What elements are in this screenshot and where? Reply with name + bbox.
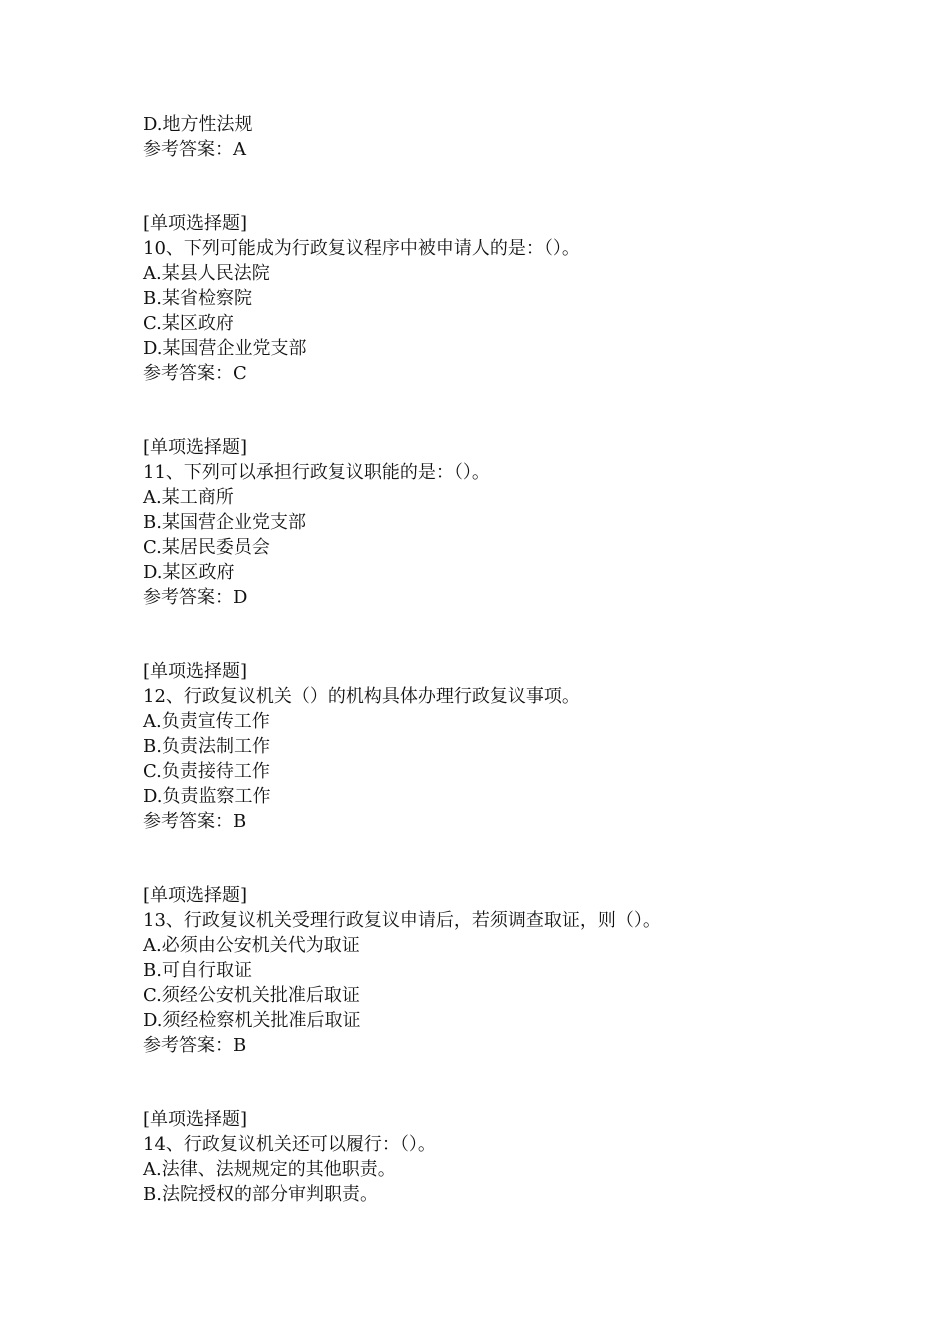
option-text: C.某区政府 [143,313,234,334]
option-text: D.须经检察机关批准后取证 [143,1010,361,1031]
option-text: D.某国营企业党支部 [143,338,307,359]
answer-text: 参考答案：B [143,1035,247,1056]
question-block [143,211,903,386]
option-text: A.必须由公安机关代为取证 [143,935,360,956]
option-text: A.某县人民法院 [143,263,270,284]
option-text: D.地方性法规 [143,114,253,135]
question-type: [单项选择题] [143,437,248,458]
option-text: A.某工商所 [143,487,234,508]
option-text: B.负责法制工作 [143,736,270,757]
document-page [143,112,903,1207]
question-stem: 11、下列可以承担行政复议职能的是：（）。 [143,462,490,483]
option-text: D.某区政府 [143,562,235,583]
answer-text: 参考答案：A [143,139,246,160]
answer-text: 参考答案：B [143,811,247,832]
question-type: [单项选择题] [143,1109,248,1130]
option-text: B.可自行取证 [143,960,252,981]
option-text: C.负责接待工作 [143,761,270,782]
question-type: [单项选择题] [143,213,248,234]
question-type: [单项选择题] [143,885,248,906]
option-text: B.法院授权的部分审判职责。 [143,1184,378,1205]
answer-text: 参考答案：C [143,363,247,384]
option-text: B.某省检察院 [143,288,252,309]
option-text: C.须经公安机关批准后取证 [143,985,360,1006]
question-stem: 12、行政复议机关（）的机构具体办理行政复议事项。 [143,686,580,707]
question-block [143,659,903,834]
question-block [143,435,903,610]
question-stem: 10、下列可能成为行政复议程序中被申请人的是：（）。 [143,238,580,259]
question-stem: 13、行政复议机关受理行政复议申请后，若须调查取证，则（）。 [143,910,661,931]
option-text: C.某居民委员会 [143,537,270,558]
option-text: D.负责监察工作 [143,786,271,807]
answer-text: 参考答案：D [143,587,248,608]
question-stem: 14、行政复议机关还可以履行：（）。 [143,1134,436,1155]
option-text: B.某国营企业党支部 [143,512,306,533]
option-text: A.负责宣传工作 [143,711,270,732]
option-text: A.法律、法规规定的其他职责。 [143,1159,396,1180]
question-block [143,883,903,1058]
question-block [143,1107,903,1207]
question-type: [单项选择题] [143,661,248,682]
